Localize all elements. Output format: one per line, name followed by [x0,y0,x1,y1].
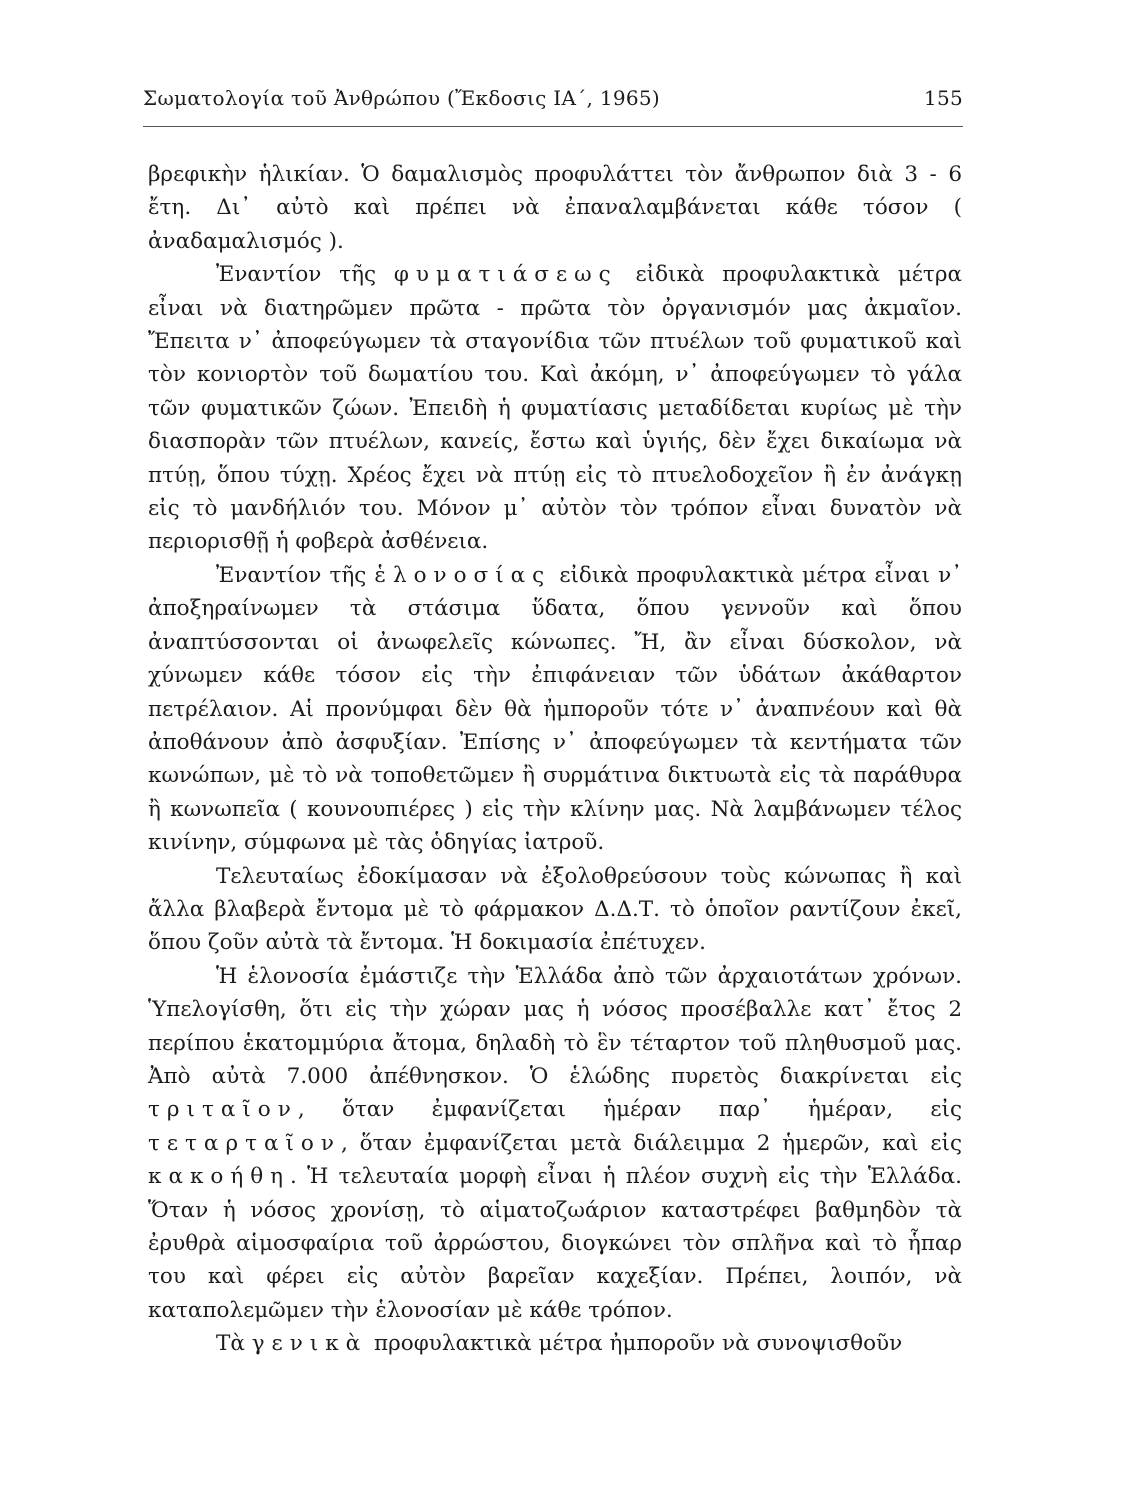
paragraph-ddt: Τελευταίως ἐδοκίμασαν νὰ ἐξολοθρεύσουν τοὺς κώνωπας ἢ καὶ ἄλλα βλαβερὰ ἔντομα μὲ τὸ φάρμακον Δ.Δ.Τ. τὸ ὁποῖον ραντίζουν ἐκεῖ, ὅπου ζοῦν αὐτὰ τὰ ἔντομα. Ἡ δοκιμασία ἐπέτυχεν. [148,863,962,956]
term-tuberculosis: φυματιάσεως [393,262,618,288]
malaria-history-text-2: , ὅταν ἐμφανίζεται ἡμέραν παρ᾽ ἡμέραν, εἰς [297,1097,962,1123]
term-malaria: ἑλονοσίας [374,562,552,588]
term-quartan: τεταρταῖον [148,1130,341,1156]
running-header [143,86,963,110]
general-lead: Τὰ [216,1331,245,1357]
paragraph-malaria [148,559,962,860]
term-tertian: τριταῖον [148,1097,298,1123]
term-malignant: κακοήθη [148,1164,291,1190]
malaria-history-text-1: Ἡ ἑλονοσία ἐμάστιζε τὴν Ἑλλάδα ἀπὸ τῶν ἀρχαιοτάτων χρόνων. Ὑπελογίσθη, ὅτι εἰς τὴν χώραν μας ἡ νόσος προσέβαλλε κατ᾽ ἔτος 2 περίπου ἑκατομμύρια ἄτομα, δηλαδὴ τὸ ἓν τέταρτον τοῦ πληθυσμοῦ μας. Ἀπὸ αὐτὰ 7.000 ἀπέθνησκον. Ὁ ἑλώδης πυρετὸς διακρίνεται εἰς [148,963,962,1089]
page-number: 155 [923,86,963,110]
term-general: γενικὰ [251,1331,368,1357]
malaria-lead: Ἐναντίον τῆς [216,562,367,588]
paragraph-general-measures [148,1327,962,1360]
paragraph-vaccination-end: βρεφικὴν ἡλικίαν. Ὁ δαμαλισμὸς προφυλάττει τὸν ἄνθρωπον διὰ 3 - 6 ἔτη. Δι᾽ αὐτὸ καὶ πρέπει νὰ ἐπαναλαμβάνεται κάθε τόσον ( ἀναδαμαλισμός ). [148,162,962,254]
tuberculosis-text: εἰδικὰ προφυλακτικὰ μέτρα εἶναι νὰ διατηρῶμεν πρῶτα - πρῶτα τὸν ὀργανισμόν μας ἀκμαῖον. Ἔπειτα ν᾽ ἀποφεύγωμεν τὰ σταγονίδια τῶν πτυέλων τοῦ φυματικοῦ καὶ τὸν κονιορτὸν τοῦ δωματίου του. Καὶ ἀκόμη, ν᾽ ἀποφεύγωμεν τὸ γάλα τῶν φυματικῶν ζώων. Ἐπειδὴ ἡ φυματίασις μεταδίδεται κυρίως μὲ τὴν διασπορὰν τῶν πτυέλων, κανείς, ἔστω καὶ ὑγιής, δὲν ἔχει δικαίωμα νὰ πτύῃ, ὅπου τύχῃ. Χρέος ἔχει νὰ πτύῃ εἰς τὸ πτυελοδοχεῖον ἢ ἐν ἀνάγκῃ εἰς τὸ μανδήλιόν του. Μόνον μ᾽ αὐτὸν τὸν τρόπον εἶναι δυνατὸν νὰ περιορισθῇ ἡ φοβερὰ ἀσθένεια. [148,262,962,555]
paragraph-tuberculosis [148,258,962,559]
tuberculosis-lead: Ἐναντίον τῆς [216,262,376,288]
malaria-history-text-4: . Ἡ τελευταία μορφὴ εἶναι ἡ πλέον συχνὴ εἰς τὴν Ἑλλάδα. Ὅταν ἡ νόσος χρονίσῃ, τὸ αἱματοζωάριον καταστρέφει βαθμηδὸν τὰ ἐρυθρὰ αἱμοσφαίρια τοῦ ἀρρώστου, διογκώνει τὸν σπλῆνα καὶ τὸ ἧπαρ του καὶ φέρει εἰς αὐτὸν βαρεῖαν καχεξίαν. Πρέπει, λοιπόν, νὰ καταπολεμῶμεν τὴν ἑλονοσίαν μὲ κάθε τρόπον. [148,1164,962,1323]
running-title: Σωματολογία τοῦ Ἀνθρώπου (Ἔκδοσις ΙΑ΄, 1965) [143,86,661,110]
header-rule [143,126,963,127]
malaria-text: εἰδικὰ προφυλακτικὰ μέτρα εἶναι ν᾽ ἀποξηραίνωμεν τὰ στάσιμα ὕδατα, ὅπου γεννοῦν καὶ ὅπου ἀναπτύσσονται οἱ ἀνωφελεῖς κώνωπες. Ἤ, ἂν εἶναι δύσκολον, νὰ χύνωμεν κάθε τόσον εἰς τὴν ἐπιφάνειαν τῶν ὑδάτων ἀκάθαρτον πετρέλαιον. Αἱ προνύμφαι δὲν θὰ ἠμποροῦν τότε ν᾽ ἀναπνέουν καὶ θὰ ἀποθάνουν ἀπὸ ἀσφυξίαν. Ἐπίσης ν᾽ ἀποφεύγωμεν τὰ κεντήματα τῶν κωνώπων, μὲ τὸ νὰ τοποθετῶμεν ἢ συρμάτινα δικτυωτὰ εἰς τὰ παράθυρα ἢ κωνωπεῖα ( κουνουπιέρες ) εἰς τὴν κλίνην μας. Νὰ λαμβάνωμεν τέλος κινίνην, σύμφωνα μὲ τὰς ὁδηγίας ἰατροῦ. [148,562,962,856]
body-text [148,158,962,1361]
malaria-history-text-3: , ὅταν ἐμφανίζεται μετὰ διάλειμμα 2 ἡμερῶν, καὶ εἰς [340,1130,962,1156]
general-text: προφυλακτικὰ μέτρα ἠμποροῦν νὰ συνοψισθοῦν [374,1331,903,1357]
paragraph-malaria-history [148,960,962,1327]
